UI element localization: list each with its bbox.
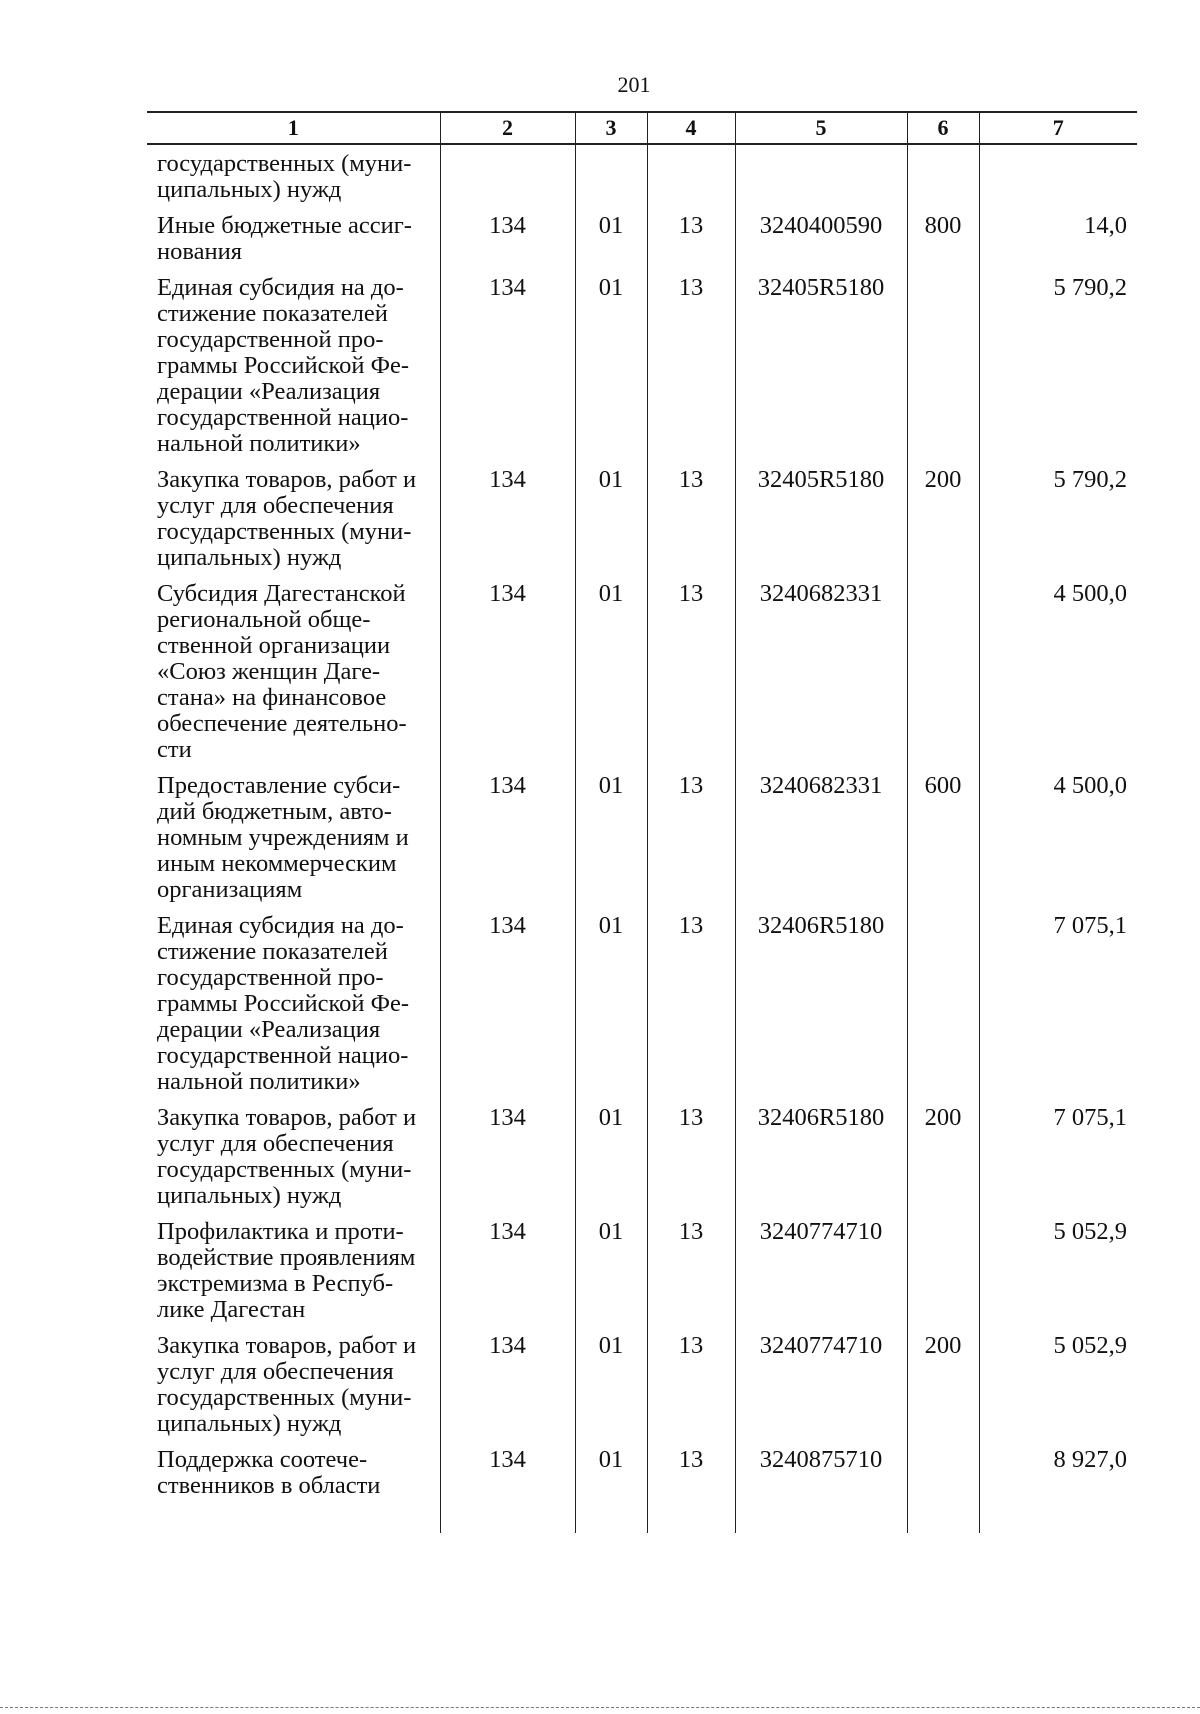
expenditure-name-line: стижение показателей	[157, 938, 388, 965]
expenditure-name-line: государственных (муни-	[157, 518, 412, 545]
expenditure-name-line: граммы Российской Фе-	[157, 990, 410, 1017]
expenditure-name-cell	[147, 144, 440, 213]
expenditure-name-cell	[147, 213, 440, 275]
expenditure-name-line: государственных (муни-	[157, 1384, 412, 1411]
table-row-continuation	[147, 1509, 1137, 1533]
expenditure-name-line: региональной обще-	[157, 606, 371, 633]
empty-cell	[647, 1509, 735, 1533]
expenditure-name-line: Закупка товаров, работ и	[157, 466, 417, 493]
admin-code-cell: 134	[440, 581, 575, 773]
subsection-code-cell: 13	[647, 773, 735, 913]
target-article-cell: 3240774710	[735, 1333, 907, 1447]
expenditure-name-line: ципальных) нужд	[157, 176, 342, 203]
expenditure-name-line: Закупка товаров, работ и	[157, 1104, 417, 1131]
table-row	[147, 467, 1137, 581]
section-code-cell: 01	[575, 581, 647, 773]
target-article-cell: 3240400590	[735, 213, 907, 275]
table-row	[147, 773, 1137, 913]
page-number: 201	[617, 72, 651, 97]
expense-type-cell: 200	[907, 1105, 979, 1219]
expenditure-name-line: ципальных) нужд	[157, 1410, 342, 1437]
expense-type-cell	[907, 144, 979, 213]
table-row	[147, 1333, 1137, 1447]
expenditure-name-line: государственных (муни-	[157, 150, 412, 177]
expenditure-name-cell	[147, 275, 440, 467]
empty-cell	[575, 1509, 647, 1533]
table-row	[147, 213, 1137, 275]
table-row	[147, 1219, 1137, 1333]
subsection-code-cell: 13	[647, 1105, 735, 1219]
section-code-cell: 01	[575, 275, 647, 467]
expenditure-name-line: государственных (муни-	[157, 1156, 412, 1183]
expenditure-name-line: стижение показателей	[157, 300, 388, 327]
table-row	[147, 144, 1137, 213]
expenditure-name-line: организациям	[157, 876, 303, 903]
target-article-cell: 3240682331	[735, 581, 907, 773]
expense-type-cell: 600	[907, 773, 979, 913]
expense-type-cell	[907, 581, 979, 773]
table-row	[147, 913, 1137, 1105]
amount-cell: 4 500,0	[979, 581, 1137, 773]
page-bottom-rule	[0, 1707, 1200, 1708]
expenditure-name-cell	[147, 1447, 440, 1509]
target-article-cell: 32405R5180	[735, 467, 907, 581]
subsection-code-cell: 13	[647, 1219, 735, 1333]
subsection-code-cell: 13	[647, 1333, 735, 1447]
expenditure-name-line: Единая субсидия на до-	[157, 274, 404, 301]
expense-type-cell: 800	[907, 213, 979, 275]
section-code-cell: 01	[575, 1333, 647, 1447]
expense-type-cell	[907, 275, 979, 467]
section-code-cell: 01	[575, 213, 647, 275]
expenditure-name-cell	[147, 1333, 440, 1447]
table-body	[147, 144, 1137, 1533]
section-code-cell: 01	[575, 467, 647, 581]
empty-cell	[907, 1509, 979, 1533]
expenditure-name-line: дий бюджетным, авто-	[157, 798, 392, 825]
subsection-code-cell: 13	[647, 213, 735, 275]
expenditure-name-line: дерации «Реализация	[157, 1016, 381, 1043]
expenditure-name-line: нальной политики»	[157, 430, 361, 457]
expenditure-name-line: государственной нацио-	[157, 1042, 409, 1069]
empty-cell	[147, 1509, 440, 1533]
expenditure-name-line: стана» на финансовое	[157, 684, 387, 711]
column-header: 5	[735, 112, 907, 144]
expenditure-name-line: Иные бюджетные ассиг-	[157, 212, 412, 239]
expenditure-name-line: нования	[157, 238, 242, 265]
expenditure-name-line: дерации «Реализация	[157, 378, 381, 405]
amount-cell	[979, 144, 1137, 213]
expenditure-name-cell	[147, 1219, 440, 1333]
expenditure-name-line: сти	[157, 736, 192, 763]
amount-cell: 7 075,1	[979, 1105, 1137, 1219]
target-article-cell	[735, 144, 907, 213]
expense-type-cell: 200	[907, 467, 979, 581]
column-header: 3	[575, 112, 647, 144]
target-article-cell: 32405R5180	[735, 275, 907, 467]
empty-cell	[735, 1509, 907, 1533]
expense-type-cell	[907, 913, 979, 1105]
subsection-code-cell: 13	[647, 1447, 735, 1509]
expenditure-name-line: «Союз женщин Даге-	[157, 658, 381, 685]
expenditure-name-line: Единая субсидия на до-	[157, 912, 404, 939]
admin-code-cell: 134	[440, 1219, 575, 1333]
target-article-cell: 3240875710	[735, 1447, 907, 1509]
column-header: 2	[440, 112, 575, 144]
admin-code-cell: 134	[440, 275, 575, 467]
admin-code-cell: 134	[440, 913, 575, 1105]
header-row	[147, 112, 1137, 144]
expenditure-name-cell	[147, 773, 440, 913]
amount-cell: 5 052,9	[979, 1333, 1137, 1447]
expenditure-name-line: Профилактика и проти-	[157, 1218, 404, 1245]
expenditure-name-cell	[147, 467, 440, 581]
column-header: 6	[907, 112, 979, 144]
admin-code-cell: 134	[440, 213, 575, 275]
table-row	[147, 581, 1137, 773]
table-row	[147, 275, 1137, 467]
amount-cell: 4 500,0	[979, 773, 1137, 913]
expenditure-name-line: Субсидия Дагестанской	[157, 580, 406, 607]
section-code-cell: 01	[575, 1105, 647, 1219]
expenditure-name-line: лике Дагестан	[157, 1296, 306, 1323]
table-row	[147, 1105, 1137, 1219]
admin-code-cell: 134	[440, 1333, 575, 1447]
target-article-cell: 3240682331	[735, 773, 907, 913]
expenditure-name-line: государственной нацио-	[157, 404, 409, 431]
expenditure-name-line: Предоставление субси-	[157, 772, 401, 799]
expenditure-name-line: нальной политики»	[157, 1068, 361, 1095]
expenditure-name-line: Закупка товаров, работ и	[157, 1332, 417, 1359]
section-code-cell: 01	[575, 1219, 647, 1333]
admin-code-cell: 134	[440, 467, 575, 581]
subsection-code-cell: 13	[647, 581, 735, 773]
subsection-code-cell: 13	[647, 467, 735, 581]
expense-type-cell	[907, 1447, 979, 1509]
target-article-cell: 3240774710	[735, 1219, 907, 1333]
expenditure-name-line: ственников в области	[157, 1472, 381, 1499]
expenditure-name-line: государственной про-	[157, 326, 384, 353]
amount-cell: 14,0	[979, 213, 1137, 275]
section-code-cell: 01	[575, 1447, 647, 1509]
section-code-cell: 01	[575, 913, 647, 1105]
section-code-cell: 01	[575, 773, 647, 913]
expenditure-name-cell	[147, 1105, 440, 1219]
empty-cell	[440, 1509, 575, 1533]
column-header: 7	[979, 112, 1137, 144]
expenditure-name-line: водействие проявлениям	[157, 1244, 416, 1271]
table-row	[147, 1447, 1137, 1509]
amount-cell: 5 052,9	[979, 1219, 1137, 1333]
expenditure-name-line: экстремизма в Респуб-	[157, 1270, 394, 1297]
column-header: 4	[647, 112, 735, 144]
expenditure-name-line: Поддержка соотече-	[157, 1446, 368, 1473]
admin-code-cell: 134	[440, 1105, 575, 1219]
expense-type-cell	[907, 1219, 979, 1333]
expenditure-name-cell	[147, 913, 440, 1105]
expenditure-name-line: обеспечение деятельно-	[157, 710, 407, 737]
expenditure-name-line: ципальных) нужд	[157, 544, 342, 571]
amount-cell: 5 790,2	[979, 275, 1137, 467]
expenditure-name-line: граммы Российской Фе-	[157, 352, 410, 379]
expenditure-name-line: услуг для обеспечения	[157, 1358, 394, 1385]
expenditure-name-line: иным некоммерческим	[157, 850, 397, 877]
expenditure-name-line: услуг для обеспечения	[157, 1130, 394, 1157]
amount-cell: 7 075,1	[979, 913, 1137, 1105]
admin-code-cell: 134	[440, 773, 575, 913]
empty-cell	[979, 1509, 1137, 1533]
expenditure-name-cell	[147, 581, 440, 773]
expenditure-name-line: услуг для обеспечения	[157, 492, 394, 519]
subsection-code-cell: 13	[647, 275, 735, 467]
target-article-cell: 32406R5180	[735, 913, 907, 1105]
admin-code-cell	[440, 144, 575, 213]
budget-table	[147, 111, 1137, 1533]
subsection-code-cell	[647, 144, 735, 213]
target-article-cell: 32406R5180	[735, 1105, 907, 1219]
expenditure-name-line: государственной про-	[157, 964, 384, 991]
expenditure-name-line: ципальных) нужд	[157, 1182, 342, 1209]
amount-cell: 5 790,2	[979, 467, 1137, 581]
admin-code-cell: 134	[440, 1447, 575, 1509]
subsection-code-cell: 13	[647, 913, 735, 1105]
column-header: 1	[147, 112, 440, 144]
expense-type-cell: 200	[907, 1333, 979, 1447]
expenditure-name-line: ственной организации	[157, 632, 391, 659]
expenditure-name-line: номным учреждениям и	[157, 824, 409, 851]
amount-cell: 8 927,0	[979, 1447, 1137, 1509]
section-code-cell	[575, 144, 647, 213]
